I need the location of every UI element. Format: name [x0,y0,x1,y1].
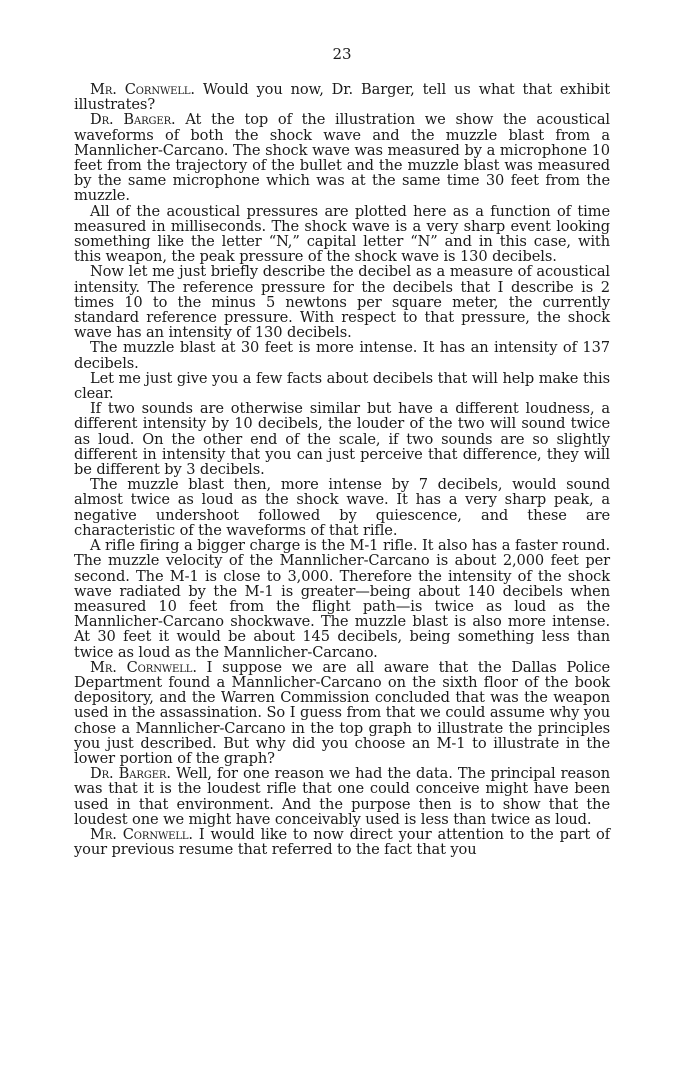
paragraph-text: I suppose we are all aware that the Dallas Police Department found a Mannlicher-Carcano on the sixth floor of the book depository, and the Warren Commission concluded that was the weapon used in the assassination. So I guess from that we could assume why you chose a Mannlicher-Carcano in the top graph to illustrate the principles you just described. But why did you choose an M-1 to illustrate in the lower portion of the graph? [74,658,611,767]
paragraph [74,660,610,766]
body-text [74,82,610,857]
paragraph [74,82,610,112]
paragraph-text: All of the acoustical pressures are plotted here as a function of time measured in milliseconds. The shock wave is a very sharp event looking something like the letter “N,” capital letter “N” and in this case, with this weapon, the peak pressure of the shock wave is 130 decibels. [74,202,610,266]
paragraph [74,340,610,370]
paragraph-text: The muzzle blast then, more intense by 7 decibels, would sound almost twice as loud as the shock wave. It has a very sharp peak, a negative undershoot followed by quiescence, and these are characteristic of the waveforms of that rifle. [74,476,610,539]
speaker-label: Dr. Barger. [90,765,171,783]
paragraph [74,371,610,401]
page-number: 23 [332,45,352,63]
paragraph [74,477,610,538]
paragraph-text: Let me just give you a few facts about decibels that will help make this clear. [74,369,610,403]
paragraph-text: I would like to now direct your attention to the part of your previous resume that referred to the fact that you [74,825,611,859]
paragraph-text: A rifle firing a bigger charge is the M-1 rifle. It also has a faster round. The muzzle velocity of the Mannlicher-Carcano is about 2,000 feet per second. The M-1 is close to 3,000. Therefore the intensity of the shock wave radiated by the M-1 is greater—being about 140 decibels when measured 10 feet from the flight path—is twice as loud as the Mannlicher-Carcano shockwave. The muzzle blast is also more intense. At 30 feet it would be about 145 decibels, being something less than twice as loud as the Mannlicher-Carcano. [74,537,610,661]
paragraph-text: Well, for one reason we had the data. The principal reason was that it is the loudest rifle that one could conceive might have been used in that environment. And the purpose then is to show that the loudest one we might have conceivably used is less than twice as loud. [74,765,610,828]
paragraph [74,112,610,203]
paragraph-text: Now let me just briefly describe the decibel as a measure of acoustical intensity. The reference pressure for the decibels that I describe is 2 times 10 to the minus 5 newtons per square meter, the currently standard reference pressure. With respect to that pressure, the shock wave has an intensity of 130 decibels. [74,263,610,342]
paragraph [74,401,610,477]
paragraph-text: The muzzle blast at 30 feet is more intense. It has an intensity of 137 decibels. [74,339,610,372]
paragraph [74,766,610,827]
speaker-label: Mr. Cornwell. [90,825,193,843]
paragraph [74,204,610,265]
paragraph-text: If two sounds are otherwise similar but have a different loudness, a different intensity by 10 decibels, the louder of the two will sound twice as loud. On the other end of the scale, if two sounds are so slightly different in intensity that you can just perceive that difference, they will be different by 3 decibels. [74,400,610,479]
paragraph-text: Would you now, Dr. Barger, tell us what that exhibit illustrates? [74,81,611,114]
speaker-label: Dr. Barger. [90,111,176,129]
paragraph [74,264,610,340]
paragraph-text: At the top of the illustration we show the acoustical waveforms of both the shock wave and the muzzle blast from a Mannlicher-Carcano. The shock wave was measured by a microphone 10 feet from the trajectory of the bullet and the muzzle blast was measured by the same microphone which was at the same time 30 feet from the muzzle. [74,111,610,205]
document-page [74,44,610,857]
paragraph [74,827,610,857]
paragraph [74,538,610,660]
speaker-label: Mr. Cornwell. [90,658,197,676]
speaker-label: Mr. Cornwell. [90,81,195,98]
